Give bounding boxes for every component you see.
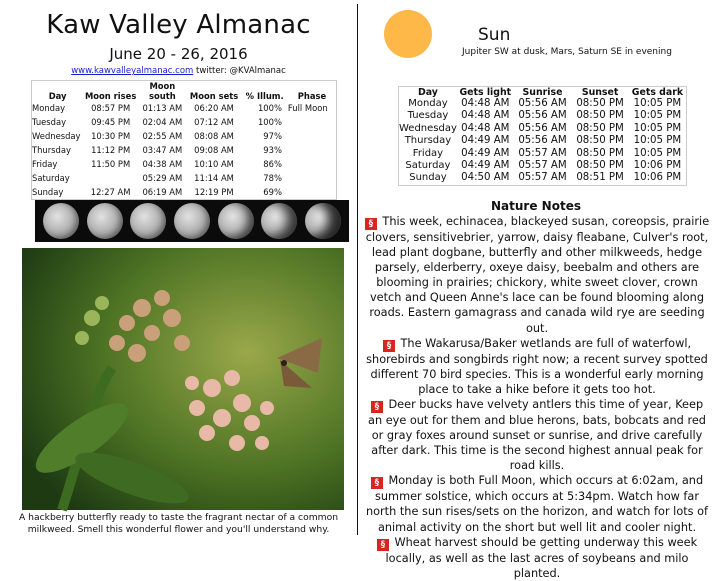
gets-dark-cell: 10:05 PM [633, 135, 682, 147]
moon-day-cell: Sunday [32, 187, 64, 197]
moon-set-cell: 12:19 PM [194, 187, 234, 197]
moon-south-cell: 01:13 AM [142, 103, 183, 113]
sun-table-row [399, 135, 687, 147]
sunrise-cell: 05:56 AM [518, 98, 567, 109]
moon-phase-cell [288, 171, 337, 185]
col-sunset: Sunset [581, 87, 619, 98]
moon-set-cell: 07:12 AM [194, 117, 234, 127]
sun-day-cell: Saturday [405, 160, 451, 172]
moon-phase-icon [261, 203, 297, 239]
nature-note-text: Deer bucks have velvety antlers this time of year, Keep an eye out for them and blue herons, bats, bobcats and red or gray foxes around sunset or sunrise, and drive carefully after dark. This time is the second highest annual peak for road kills. [368, 397, 706, 473]
moon-day-cell: Monday [32, 103, 66, 113]
website-link[interactable]: www.kawvalleyalmanac.com [71, 66, 194, 76]
moon-rise-cell: 11:12 PM [91, 145, 131, 155]
col-phase: Phase [297, 91, 327, 101]
moon-rise-cell: 11:50 PM [91, 159, 131, 169]
moon-table-row [32, 143, 337, 157]
sun-table [398, 86, 687, 186]
moon-table-row [32, 129, 337, 143]
photo-caption: A hackberry butterfly ready to taste the fragrant nectar of a common milkweed. Smell this wonderful flower and you'll understand why. [18, 512, 339, 535]
gets-light-cell: 04:50 AM [461, 172, 510, 184]
sun-table-row [399, 172, 687, 185]
gets-light-cell: 04:48 AM [461, 98, 510, 109]
sunrise-cell: 05:56 AM [518, 122, 567, 134]
sun-day-cell: Wednesday [399, 122, 457, 134]
moon-phase-cell: Full Moon [287, 103, 328, 113]
sun-table-header [399, 87, 687, 99]
butterfly-milkweed-photo [22, 248, 344, 510]
nature-note-paragraph [363, 336, 711, 397]
nature-note-text: This week, echinacea, blackeyed susan, coreopsis, prairie clovers, sensitivebrier, yarrow, daisy fleabane, Culver's root, lead plant dogbane, butterfly and other milkweeds, hedge parsely, elderberry, oxeye daisy, beebalm and others are blooming in prairies; chickory, white sweet clover, crown vetch and Queen Anne's lace can be found blooming along roads. Eastern gamagrass and canada wild rye are seeding out. [365, 215, 710, 335]
moon-phase-icon [87, 203, 123, 239]
moon-south-cell: 06:19 AM [142, 187, 183, 197]
photo-illustration [22, 248, 344, 510]
moon-illum-cell: 86% [263, 159, 282, 169]
moon-phase-cell [288, 185, 337, 200]
moon-table-header [32, 81, 337, 102]
moon-phase-icon [130, 203, 166, 239]
moon-rise-cell: 12:27 AM [90, 187, 131, 197]
col-moon-south: Moon south [149, 81, 176, 101]
moon-set-cell: 11:14 AM [194, 173, 234, 183]
section-bullet-icon: § [371, 477, 383, 489]
moon-table-row [32, 157, 337, 171]
moon-table-row [32, 115, 337, 129]
sunset-cell: 08:51 PM [576, 172, 624, 184]
sun-table-row [399, 110, 687, 122]
sunset-cell: 08:50 PM [576, 135, 624, 147]
col-day: Day [48, 91, 67, 101]
sunrise-cell: 05:57 AM [518, 160, 567, 172]
nature-note-paragraph [363, 214, 711, 336]
moon-table-row [32, 101, 337, 115]
moon-illum-cell: 69% [263, 187, 282, 197]
sunset-cell: 08:50 PM [576, 147, 624, 159]
moon-illum-cell: 97% [263, 131, 282, 141]
sun-table-row [399, 98, 687, 110]
section-bullet-icon: § [371, 401, 383, 413]
nature-notes-body [363, 214, 711, 581]
moon-south-cell: 04:38 AM [142, 159, 183, 169]
moon-day-cell: Thursday [32, 145, 71, 155]
moon-day-cell: Wednesday [32, 131, 81, 141]
gets-light-cell: 04:48 AM [461, 122, 510, 134]
section-bullet-icon: § [365, 218, 377, 230]
sunrise-cell: 05:57 AM [518, 147, 567, 159]
moon-phase-icon [218, 203, 254, 239]
gets-dark-cell: 10:06 PM [633, 160, 682, 172]
sun-table-row [399, 123, 687, 135]
col-illum: % Illum. [245, 91, 284, 101]
moon-illum-cell: 100% [257, 103, 282, 113]
web-line [0, 66, 357, 76]
sun-heading: Sun [478, 25, 511, 45]
moon-day-cell: Friday [32, 159, 58, 169]
gets-dark-cell: 10:05 PM [633, 122, 682, 134]
sun-table-row [399, 148, 687, 160]
nature-note-paragraph [363, 397, 711, 473]
gets-light-cell: 04:49 AM [461, 135, 510, 147]
gets-light-cell: 04:49 AM [461, 147, 510, 159]
moon-phase-cell [288, 157, 337, 171]
nature-note-text: Wheat harvest should be getting underway this week locally, as well as the last acres of soybeans and milo planted. [385, 535, 698, 580]
moon-rise-cell: 09:45 PM [91, 117, 131, 127]
moon-illum-cell: 100% [257, 117, 282, 127]
sunset-cell: 08:50 PM [576, 110, 624, 122]
sunrise-cell: 05:56 AM [518, 135, 567, 147]
moon-phase-cell [288, 143, 337, 157]
column-divider [357, 4, 358, 535]
sun-day-cell: Tuesday [407, 110, 449, 122]
moon-set-cell: 08:08 AM [194, 131, 234, 141]
gets-dark-cell: 10:05 PM [633, 147, 682, 159]
sun-day-cell: Sunday [409, 172, 447, 184]
gets-dark-cell: 10:06 PM [633, 172, 682, 184]
moon-illum-cell: 78% [263, 173, 282, 183]
sun-day-cell: Friday [412, 147, 444, 159]
col-sunrise: Sunrise [522, 87, 563, 98]
sun-day-cell: Monday [408, 98, 448, 109]
nature-note-text: The Wakarusa/Baker wetlands are full of waterfowl, shorebirds and songbirds right now; a recent survey spotted different 70 bird species. This is a wonderful early morning place to take a hike before it gets too hot. [366, 336, 708, 396]
moon-table-row [32, 171, 337, 185]
gets-dark-cell: 10:05 PM [633, 110, 682, 122]
moon-phase-cell [288, 115, 337, 129]
moon-day-cell: Saturday [32, 173, 70, 183]
moon-rise-cell: 08:57 PM [91, 103, 131, 113]
planet-visibility-note: Jupiter SW at dusk, Mars, Saturn SE in evening [462, 47, 672, 57]
moon-day-cell: Tuesday [32, 117, 67, 127]
moon-phase-strip [35, 200, 349, 242]
moon-set-cell: 10:10 AM [194, 159, 234, 169]
moon-south-cell: 05:29 AM [142, 173, 183, 183]
nature-note-paragraph [363, 473, 711, 534]
sun-table-row [399, 160, 687, 172]
moon-rise-cell: 10:30 PM [91, 131, 131, 141]
sunrise-cell: 05:57 AM [518, 172, 567, 184]
col-gets-light: Gets light [459, 87, 512, 98]
moon-phase-icon [305, 203, 341, 239]
moon-south-cell: 02:04 AM [142, 117, 183, 127]
moon-south-cell: 02:55 AM [142, 131, 183, 141]
gets-dark-cell: 10:05 PM [633, 98, 682, 109]
moon-table [31, 80, 337, 200]
col-gets-dark: Gets dark [631, 87, 684, 98]
page-title: Kaw Valley Almanac [46, 10, 311, 40]
moon-phase-cell [288, 129, 337, 143]
moon-set-cell: 06:20 AM [194, 103, 234, 113]
moon-illum-cell: 93% [263, 145, 282, 155]
moon-table-row [32, 185, 337, 200]
section-bullet-icon: § [383, 340, 395, 352]
nature-note-text: Monday is both Full Moon, which occurs at 6:02am, and summer solstice, which occurs at 5:34pm. Watch how far north the sun rises/sets on the horizon, and watch for lots of animal activity on the short but well lit and cooler night. [365, 474, 709, 534]
date-range: June 20 - 26, 2016 [109, 45, 248, 63]
moon-south-cell: 03:47 AM [142, 145, 183, 155]
col-day: Day [417, 87, 438, 98]
moon-phase-icon [174, 203, 210, 239]
twitter-handle: twitter: @KVAlmanac [193, 66, 286, 76]
col-moon-rises: Moon rises [84, 91, 137, 101]
sunset-cell: 08:50 PM [576, 160, 624, 172]
sunrise-cell: 05:56 AM [518, 110, 567, 122]
nature-note-paragraph [363, 535, 711, 581]
nature-notes-heading: Nature Notes [491, 199, 581, 213]
moon-rise-cell [83, 171, 138, 185]
moon-phase-icon [43, 203, 79, 239]
gets-light-cell: 04:49 AM [461, 160, 510, 172]
sunset-cell: 08:50 PM [576, 98, 624, 109]
sun-icon [384, 10, 432, 58]
moon-set-cell: 09:08 AM [194, 145, 234, 155]
sun-day-cell: Thursday [404, 135, 452, 147]
col-moon-sets: Moon sets [189, 91, 239, 101]
sunset-cell: 08:50 PM [576, 122, 624, 134]
gets-light-cell: 04:48 AM [461, 110, 510, 122]
section-bullet-icon: § [377, 539, 389, 551]
